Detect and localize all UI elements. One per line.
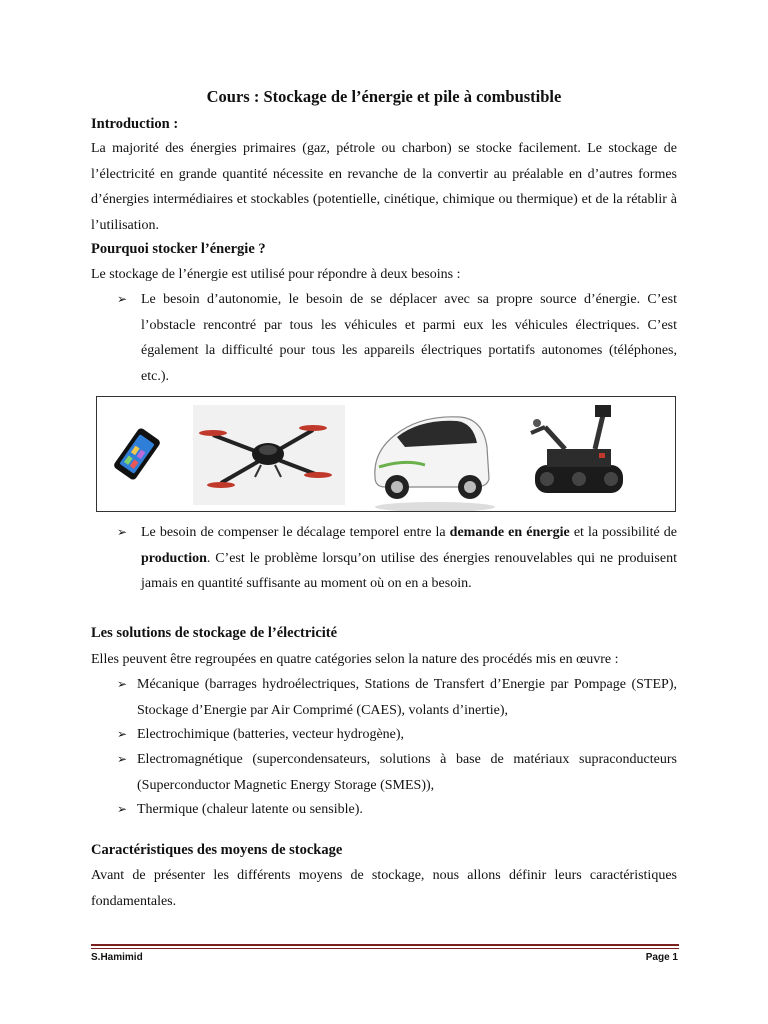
footer-page-number: Page 1	[645, 952, 678, 963]
need-2-part-c: et la possibilité de	[569, 525, 677, 540]
footer-author: S.Hamimid	[91, 952, 143, 963]
image-strip	[96, 396, 676, 512]
footer-rule	[91, 944, 679, 946]
paragraph-introduction: La majorité des énergies primaires (gaz, pétrole ou charbon) se stocke facilement. Le stockage de l’électricité en grande quantité nécessite en revanche de la convertir au préalable en d’autres formes d’énergies intermédiaires et stockables (potentielle, cinétique, chimique ou thermique) et de la rétablir à l’utilisation.	[91, 141, 677, 233]
paragraph-solutions: Elles peuvent être regroupées en quatre catégories selon la nature des procédés mis en œuvre :	[91, 652, 619, 667]
heading-why-store: Pourquoi stocker l’énergie ?	[91, 241, 266, 257]
bullet-arrow-icon: ➢	[117, 802, 128, 816]
solution-2-text: Electrochimique (batteries, vecteur hydrogène),	[137, 727, 405, 742]
bullet-arrow-icon: ➢	[117, 752, 128, 766]
need-2-part-e: . C’est le problème lorsqu’on utilise des énergies renouvelables qui ne produisent jamais en quantité suffisante au moment où on en a besoin.	[141, 550, 677, 591]
solution-4-text: Thermique (chaleur latente ou sensible).	[137, 802, 363, 817]
electric-car-icon	[375, 417, 495, 511]
robot-icon	[531, 405, 623, 493]
paragraph-why-store: Le stockage de l’énergie est utilisé pour répondre à deux besoins :	[91, 267, 461, 282]
bullet-arrow-icon: ➢	[117, 292, 128, 306]
solution-3-text: Electromagnétique (supercondensateurs, solutions à base de matériaux supraconducteurs (Superconductor Magnetic Energy Storage (SMES)),	[137, 752, 677, 793]
need-1-text: Le besoin d’autonomie, le besoin de se déplacer avec sa propre source d’énergie. C’est l’obstacle rencontré par tous les véhicules et parmi eux les véhicules électriques. C’est également la difficulté pour tous les appareils électriques portatifs autonomes (téléphones, etc.).	[141, 292, 677, 384]
need-2-text	[141, 520, 677, 597]
bullet-arrow-icon: ➢	[117, 525, 128, 539]
page-title: Cours : Stockage de l’énergie et pile à combustible	[206, 87, 562, 106]
heading-introduction: Introduction :	[91, 116, 179, 132]
need-2-part-a: Le besoin de compenser le décalage temporel entre la	[141, 525, 450, 540]
bullet-arrow-icon: ➢	[117, 677, 128, 691]
need-2-bold-demand: demande en énergie	[449, 525, 570, 540]
paragraph-characteristics: Avant de présenter les différents moyens de stockage, nous allons définir leurs caractéristiques fondamentales.	[91, 868, 677, 909]
need-2-bold-production: production	[141, 550, 207, 566]
drone-icon	[193, 405, 345, 505]
footer-rule-thin	[91, 948, 679, 949]
heading-characteristics: Caractéristiques des moyens de stockage	[91, 842, 343, 858]
bullet-arrow-icon: ➢	[117, 727, 128, 741]
smartphone-icon	[113, 427, 162, 481]
heading-solutions: Les solutions de stockage de l’électricité	[91, 625, 338, 641]
solution-1-text: Mécanique (barrages hydroélectriques, Stations de Transfert d’Energie par Pompage (STEP), Stockage d’Energie par Air Comprimé (CAES), volants d’inertie),	[137, 677, 677, 718]
image-strip-art	[97, 397, 675, 511]
